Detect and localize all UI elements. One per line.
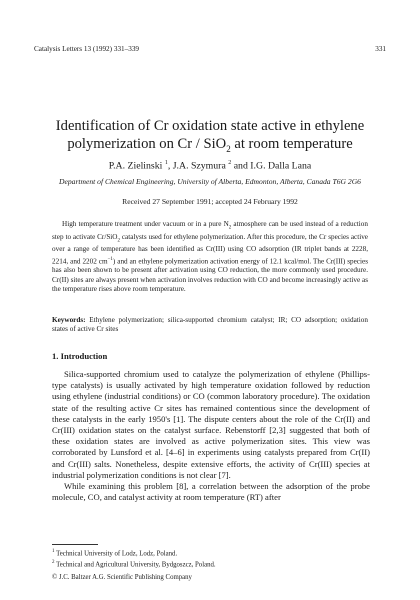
abstract-part-1: High temperature treatment under vacuum or in a pure N: [62, 220, 229, 228]
author-list: [30, 160, 390, 171]
title-subscript: 2: [226, 143, 231, 154]
footnote-1-text: Technical University of Lodz, Lodz, Poland.: [54, 550, 178, 558]
footnote-2-mark: 2: [52, 559, 55, 565]
received-dates: Received 27 September 1991; accepted 24 February 1992: [122, 197, 298, 206]
title-line-1: Identification of Cr oxidation state active in ethylene: [55, 118, 365, 134]
introduction-body: [52, 369, 370, 503]
section-heading-introduction: 1. Introduction: [52, 351, 108, 361]
keywords-text: Ethylene polymerization; silica-supported chromium catalyst; IR; CO adsorption; oxidation states of active Cr sites: [52, 316, 368, 334]
affiliation-univ: University of Alberta, Edmonton, Alberta, Canada T6G 2G6: [177, 177, 361, 186]
title-line-2-prefix: polymerization on Cr / SiO: [67, 136, 227, 152]
abstract-sub-1: 2: [228, 225, 232, 231]
keywords: [52, 316, 368, 335]
author-1-footnote-mark: 1: [164, 160, 168, 166]
journal-citation: Catalysis Letters 13 (1992) 331–339: [34, 45, 140, 53]
footnote-1-mark: 1: [52, 549, 55, 554]
abstract: [52, 220, 368, 294]
paper-title: [30, 117, 390, 158]
title-line-2-suffix: at room temperature: [230, 136, 353, 152]
copyright-notice: © J.C. Baltzer A.G. Scientific Publishing Company: [52, 574, 192, 581]
abstract-sup: −1: [107, 256, 113, 262]
abstract-part-4: ) and an ethylene polymerization activation energy of 12.1 kcal/mol. The Cr(III) species has also been shown to be present after activation using CO reduction, the more commonly used procedure. Cr(II) sites are always present when activation involves reduction with CO and become increasingly active as the temperature rises above room temperature.: [52, 257, 368, 294]
author-2: , J.A. Szymura: [167, 160, 226, 172]
paragraph: While examining this problem [8], a correlation between the adsorption of the probe molecule, CO, and catalyst activity at room temperature (RT) after: [52, 481, 370, 503]
paragraph: Silica-supported chromium used to catalyze the polymerization of ethylene (Phillips-type catalysts) is usually activated by high temperature oxidation followed by reduction using ethylene (industrial conditions) or CO (common laboratory procedure). The oxidation state of the resulting active Cr sites has remained contentious since the development of these catalysts in the early 1950's [1]. The dispute centers about the role of the Cr(II) and Cr(III) oxidation states on the catalyst surface. Rebenstorff [2,3] suggested that both of these oxidation states are involved as active polymerization sites. This view was corroborated by Lunsford et al. [4–6] in experiments using catalysts prepared from Cr(II) and Cr(III) salts. Nonetheless, despite extensive efforts, the activity of Cr(III) species at industrial polymerization conditions is not clear [7].: [52, 369, 370, 480]
abstract-part-3: catalysts used for ethylene polymerization. After this procedure, the Cr species active over a range of temperature has been identified as Cr(III) using CO adsorption (IR triplet bands at 2228, 2214, and 2202 cm: [52, 232, 368, 266]
footnote-2: [52, 559, 370, 570]
footnote-1: [52, 548, 370, 559]
page-number: 331: [375, 45, 386, 53]
footnotes: [52, 548, 370, 570]
abstract-sub-2: 2: [117, 238, 120, 244]
author-1: P.A. Zielinski: [108, 160, 163, 172]
footnote-2-text: Technical and Agricultural University, Bydgoszcz, Poland.: [54, 561, 216, 569]
keywords-label: Keywords:: [52, 316, 86, 324]
author-3: and I.G. Dalla Lana: [231, 160, 312, 172]
affiliation: [20, 177, 400, 186]
title-line-2: [30, 135, 390, 158]
footnote-divider: [52, 544, 98, 545]
abstract-part-2: atmosphere can be used instead of a reduction step to activate Cr/SiO: [52, 220, 368, 241]
author-2-footnote-mark: 2: [228, 160, 232, 166]
running-head: [34, 45, 386, 53]
affiliation-dept: Department of Chemical Engineering,: [59, 177, 178, 186]
